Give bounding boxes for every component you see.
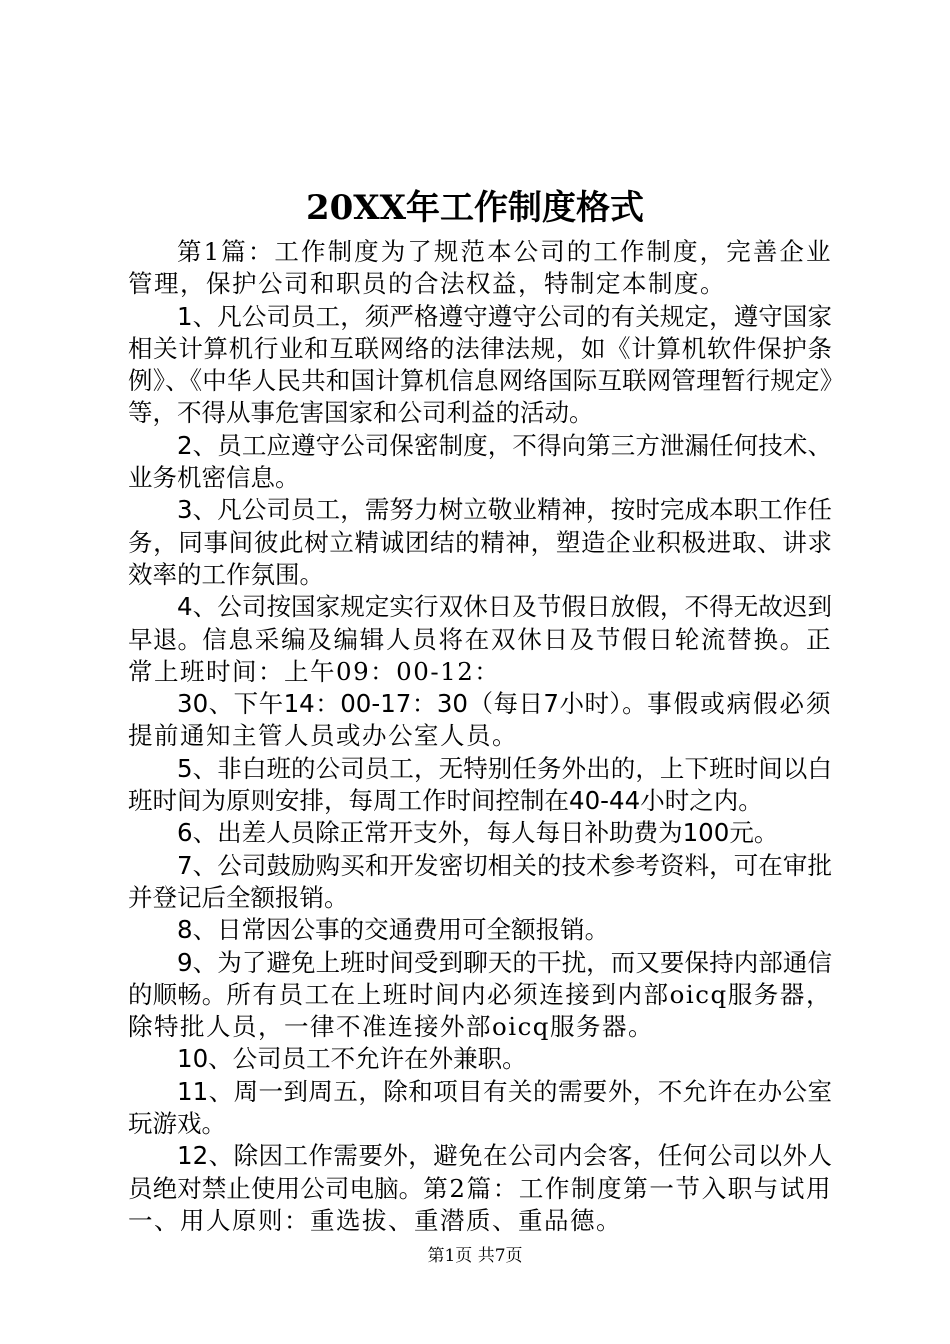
page-footer: 第1页 共7页 (427, 1246, 523, 1266)
paragraph (128, 301, 832, 430)
paragraph (128, 1076, 832, 1141)
paragraph-text: 6、出差人员除正常开支外，每人每日补助费为100元。 (177, 818, 779, 848)
paragraph-text: 10、公司员工不允许在外兼职。 (177, 1044, 527, 1074)
paragraph-text: 5、非白班的公司员工，无特别任务外出的，上下班时间以白班时间为原则安排，每周工作时间控制在40-44小时之内。 (128, 753, 832, 816)
paragraph-text: 12、除因工作需要外，避免在公司内会客，任何公司以外人员绝对禁止使用公司电脑。 (128, 1141, 832, 1203)
paragraph-text: 事假或病假必须提前通知主管人员或办公室人员。 (128, 689, 832, 751)
paragraph-text: 第1篇：工作制度为了规范本公司的工作制度，完善企业管理，保护公司和职员的合法权益，特制定本制度。 (128, 237, 832, 299)
paragraph (128, 817, 832, 849)
paragraph-text: 3、凡公司员工，需努力树立敬业精神，按时完成本职工作任务，同事间彼此树立精诚团结的精神，塑造企业积极进取、讲求效率的工作氛围。 (128, 495, 832, 589)
paragraph (128, 494, 832, 591)
paragraph (128, 1043, 832, 1075)
paragraph (128, 947, 832, 1044)
paragraph-text: 第2篇：工作制度第一节入职与试用一、用人原则：重选拔、重潜质、重品德。 (128, 1173, 832, 1235)
paragraph (128, 236, 832, 301)
paragraph-text: 信息采编及编辑人员将在双休日及节假日轮流替换。正常上班时间：上午09：00-12： (128, 624, 832, 686)
paragraph (128, 1140, 832, 1237)
paragraph-text: 所有员工在上班时间内必须连接到内部oicq服务器，除特批人员，一律不准连接外部oicq服务器。 (128, 979, 832, 1042)
paragraph-text: 7、公司鼓励购买和开发密切相关的技术参考资料，可在审批并登记后全额报销。 (128, 850, 832, 912)
paragraph (128, 914, 832, 946)
paragraph (128, 753, 832, 818)
paragraph (128, 430, 832, 495)
paragraph-text: 11、周一到周五，除和项目有关的需要外，不允许在办公室玩游戏。 (128, 1076, 832, 1139)
paragraph-text: 1、凡公司员工，须严格遵守遵守公司的有关规定，遵守国家相关计算机行业和互联网络的法律法规，如《计算机软件保护条例》、《中华人民共和国计算机信息网络国际互联网管理暂行规定》等，不得从事危害国家和公司利益的活动。 (128, 301, 832, 428)
paragraph-text: 9、为了避免上班时间受到聊天的干扰，而又要保持内部通信的顺畅。 (128, 947, 832, 1009)
document-body (128, 236, 832, 1237)
paragraph-text: 4、公司按国家规定实行双休日及节假日放假，不得无故迟到早退。 (128, 592, 832, 654)
paragraph (128, 850, 832, 915)
paragraph-text: 8、日常因公事的交通费用可全额报销。 (177, 915, 610, 945)
paragraph (128, 688, 832, 753)
paragraph-text: 2、员工应遵守公司保密制度，不得向第三方泄漏任何技术、业务机密信息。 (128, 430, 832, 493)
paragraph-text: 30、下午14：00-17：30（每日7小时）。 (177, 689, 648, 719)
paragraph (128, 591, 832, 688)
document-title: 20XX年工作制度格式 (305, 188, 645, 228)
